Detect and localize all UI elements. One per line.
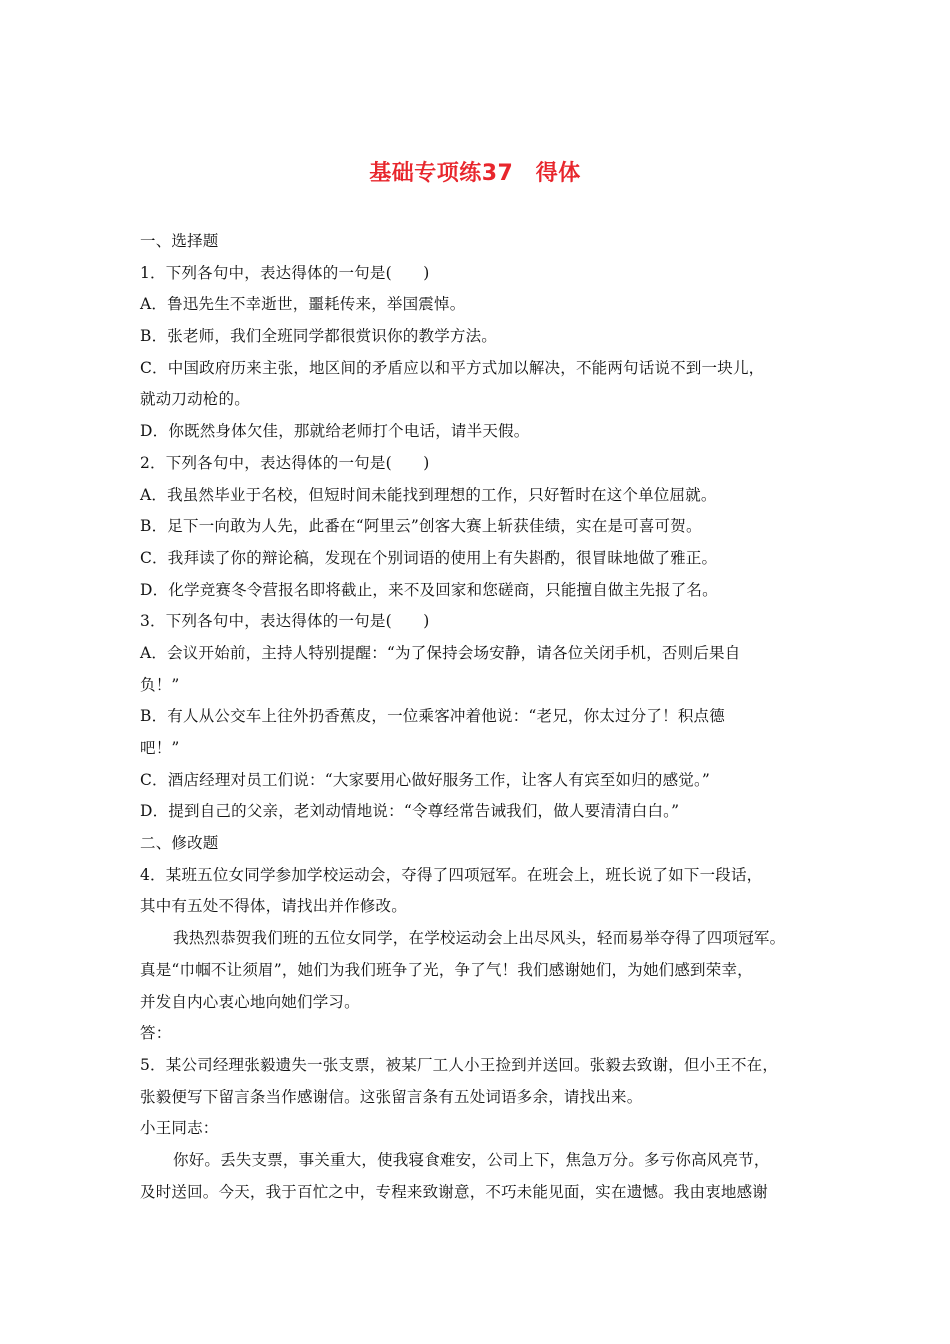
- text-line: 并发自内心衷心地向她们学习。: [140, 992, 360, 1011]
- text-line: 真是“巾帼不让须眉”，她们为我们班争了光，争了气！我们感谢她们，为她们感到荣幸，: [140, 960, 753, 979]
- text-line: 我热烈恭贺我们班的五位女同学，在学校运动会上出尽风头，轻而易举夺得了四项冠军。: [173, 929, 786, 948]
- page-title: 基础专项练37 得体: [369, 161, 581, 186]
- text-line: 小王同志：: [140, 1119, 219, 1138]
- text-line: C．中国政府历来主张，地区间的矛盾应以和平方式加以解决，不能两句话说不到一块儿，: [140, 358, 765, 377]
- text-line: 及时送回。今天，我于百忙之中，专程来致谢意，不巧未能见面，实在遗憾。我由衷地感谢: [140, 1182, 769, 1201]
- text-line: C．我拜读了你的辩论稿，发现在个别词语的使用上有失斟酌，很冒昧地做了雅正。: [140, 548, 718, 567]
- text-line: 答：: [140, 1024, 172, 1043]
- text-line: 5．某公司经理张毅遗失一张支票，被某厂工人小王捡到并送回。张毅去致谢，但小王不在，: [140, 1055, 779, 1074]
- text-line: 吧！”: [140, 739, 180, 757]
- text-line: A．我虽然毕业于名校，但短时间未能找到理想的工作，只好暂时在这个单位屈就。: [140, 485, 717, 504]
- text-line: 张毅便写下留言条当作感谢信。这张留言条有五处词语多余，请找出来。: [140, 1087, 643, 1106]
- text-line: B．有人从公交车上往外扔香蕉皮，一位乘客冲着他说：“老兄，你太过分了！积点德: [140, 707, 725, 726]
- text-line: D．提到自己的父亲，老刘动情地说：“令尊经常告诫我们，做人要清清白白。”: [140, 802, 680, 821]
- text-line: A．会议开始前，主持人特别提醒：“为了保持会场安静，请各位关闭手机，否则后果自: [140, 643, 741, 662]
- text-line: A．鲁迅先生不幸逝世，噩耗传来，举国震悼。: [140, 295, 466, 314]
- text-line: 3．下列各句中，表达得体的一句是( ): [140, 612, 430, 631]
- text-line: 2．下列各句中，表达得体的一句是( ): [140, 453, 430, 472]
- text-line: D．你既然身体欠佳，那就给老师打个电话，请半天假。: [140, 422, 530, 441]
- text-line: 二、修改题: [140, 834, 219, 853]
- text-line: 其中有五处不得体，请找出并作修改。: [140, 897, 407, 916]
- text-line: 一、选择题: [140, 232, 219, 250]
- text-line: B．张老师，我们全班同学都很赏识你的教学方法。: [140, 327, 497, 346]
- text-line: 4．某班五位女同学参加学校运动会，夺得了四项冠军。在班会上，班长说了如下一段话，: [140, 865, 763, 884]
- text-line: D．化学竞赛冬令营报名即将截止，来不及回家和您磋商，只能擅自做主先报了名。: [140, 580, 718, 599]
- text-line: 你好。丢失支票，事关重大，使我寝食难安，公司上下，焦急万分。多亏你高风亮节，: [173, 1150, 770, 1169]
- document-body: [140, 226, 830, 1208]
- text-line: C．酒店经理对员工们说：“大家要用心做好服务工作，让客人有宾至如归的感觉。”: [140, 770, 711, 789]
- text-line: B．足下一向敢为人先，此番在“阿里云”创客大赛上斩获佳绩，实在是可喜可贺。: [140, 517, 702, 536]
- text-line: 就动刀动枪的。: [140, 390, 250, 409]
- text-line: 1．下列各句中，表达得体的一句是( ): [140, 263, 430, 282]
- text-line: 负！”: [140, 675, 180, 694]
